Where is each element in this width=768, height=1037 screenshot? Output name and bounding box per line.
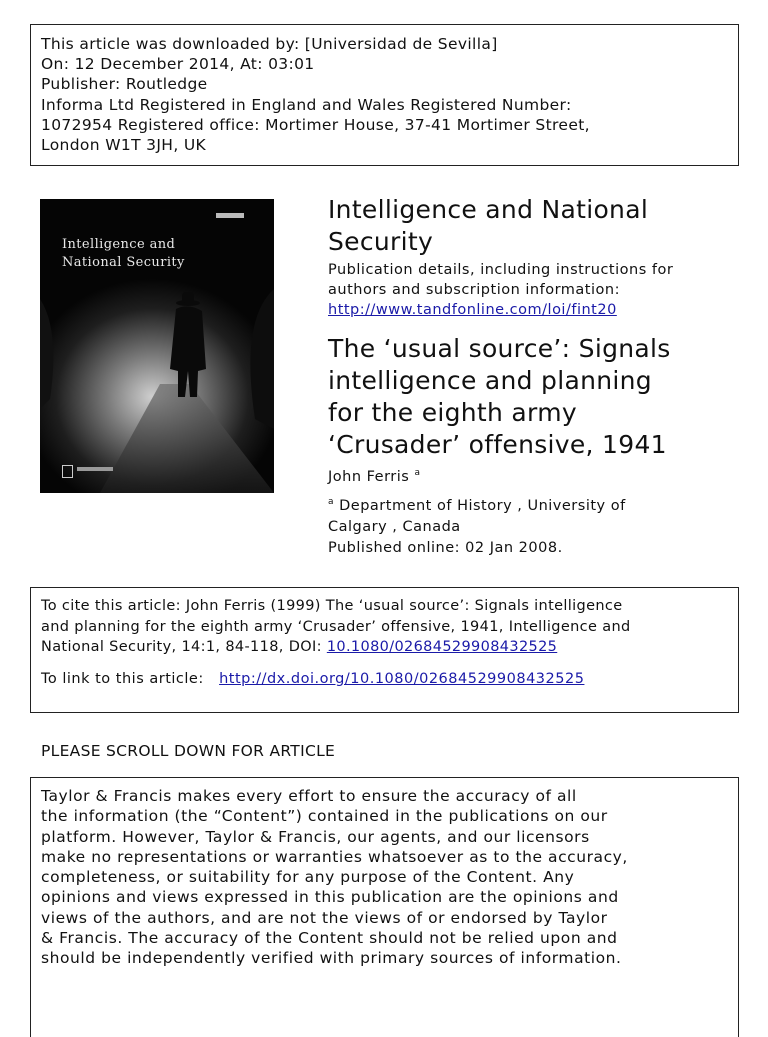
doi-link[interactable]: 10.1080/02684529908432525 bbox=[326, 639, 558, 655]
download-notice-line: On: 12 December 2014, At: 03:01 bbox=[41, 55, 315, 74]
journal-url-link[interactable]: http://www.tandfonline.com/loi/fint20 bbox=[328, 302, 617, 318]
citation-box bbox=[30, 587, 739, 713]
journal-title-line: Intelligence and National bbox=[328, 195, 649, 224]
affiliation-line: Calgary , Canada bbox=[328, 518, 461, 535]
download-notice-line: 1072954 Registered office: Mortimer House, 37-41 Mortimer Street, bbox=[41, 115, 590, 134]
journal-cover-image bbox=[40, 199, 274, 493]
cover-publisher-mark bbox=[77, 467, 113, 471]
download-notice-line: Informa Ltd Registered in England and Wales Registered Number: bbox=[41, 95, 572, 114]
author-name bbox=[328, 468, 420, 485]
download-notice-line: Publisher: Routledge bbox=[41, 75, 208, 94]
author-name-text: John Ferris bbox=[328, 468, 410, 485]
citation-line: National Security, 14:1, 84-118, DOI: bbox=[41, 639, 322, 655]
scroll-down-notice: PLEASE SCROLL DOWN FOR ARTICLE bbox=[41, 742, 336, 760]
publication-details bbox=[328, 260, 673, 320]
author-affiliation-marker: a bbox=[414, 468, 421, 478]
download-notice-line: London W1T 3JH, UK bbox=[41, 136, 207, 155]
article-title-line: ‘Crusader’ offensive, 1941 bbox=[328, 430, 667, 459]
affiliation-marker: a bbox=[328, 497, 335, 507]
article-title-line: for the eighth army bbox=[328, 398, 577, 427]
affiliation-line: Department of History , University of bbox=[339, 497, 626, 514]
disclaimer-box bbox=[30, 777, 739, 1037]
disclaimer-line: the information (the “Content”) contained in the publications on our bbox=[41, 807, 608, 826]
citation-line: To cite this article: John Ferris (1999) The ‘usual source’: Signals intelligence bbox=[41, 598, 623, 614]
disclaimer-line: Taylor & Francis makes every effort to ensure the accuracy of all bbox=[41, 787, 577, 805]
disclaimer-line: should be independently verified with primary sources of information. bbox=[41, 949, 622, 968]
download-notice-box bbox=[30, 24, 739, 166]
article-title bbox=[328, 333, 671, 461]
article-link-label: To link to this article: bbox=[41, 671, 204, 687]
disclaimer-line: & Francis. The accuracy of the Content should not be relied upon and bbox=[41, 929, 618, 948]
disclaimer-line: completeness, or suitability for any purpose of the Content. Any bbox=[41, 868, 575, 887]
publication-details-line: Publication details, including instructions for bbox=[328, 262, 674, 278]
article-link-row bbox=[41, 669, 584, 690]
journal-title bbox=[328, 194, 648, 258]
journal-title-line: Security bbox=[328, 227, 434, 256]
disclaimer-line: make no representations or warranties whatsoever as to the accuracy, bbox=[41, 847, 628, 866]
disclaimer-line: opinions and views expressed in this publication are the opinions and bbox=[41, 888, 619, 907]
citation-line: and planning for the eighth army ‘Crusader’ offensive, 1941, Intelligence and bbox=[41, 618, 631, 635]
cover-title-line: Intelligence and bbox=[62, 237, 176, 252]
published-date: Published online: 02 Jan 2008. bbox=[328, 539, 563, 556]
routledge-logo-icon bbox=[62, 465, 73, 478]
publication-details-line: authors and subscription information: bbox=[328, 282, 620, 298]
author-affiliation bbox=[328, 492, 626, 559]
article-doi-url-link[interactable]: http://dx.doi.org/10.1080/02684529908432525 bbox=[219, 671, 585, 687]
disclaimer-line: views of the authors, and are not the views of or endorsed by Taylor bbox=[41, 908, 608, 927]
cover-title-line: National Security bbox=[62, 255, 185, 270]
article-title-line: The ‘usual source’: Signals bbox=[328, 334, 671, 363]
article-title-line: intelligence and planning bbox=[328, 366, 652, 395]
disclaimer-line: platform. However, Taylor & Francis, our agents, and our licensors bbox=[41, 827, 590, 846]
cover-issn-mark bbox=[216, 213, 244, 218]
download-notice-line: This article was downloaded by: [Universidad de Sevilla] bbox=[41, 35, 498, 53]
